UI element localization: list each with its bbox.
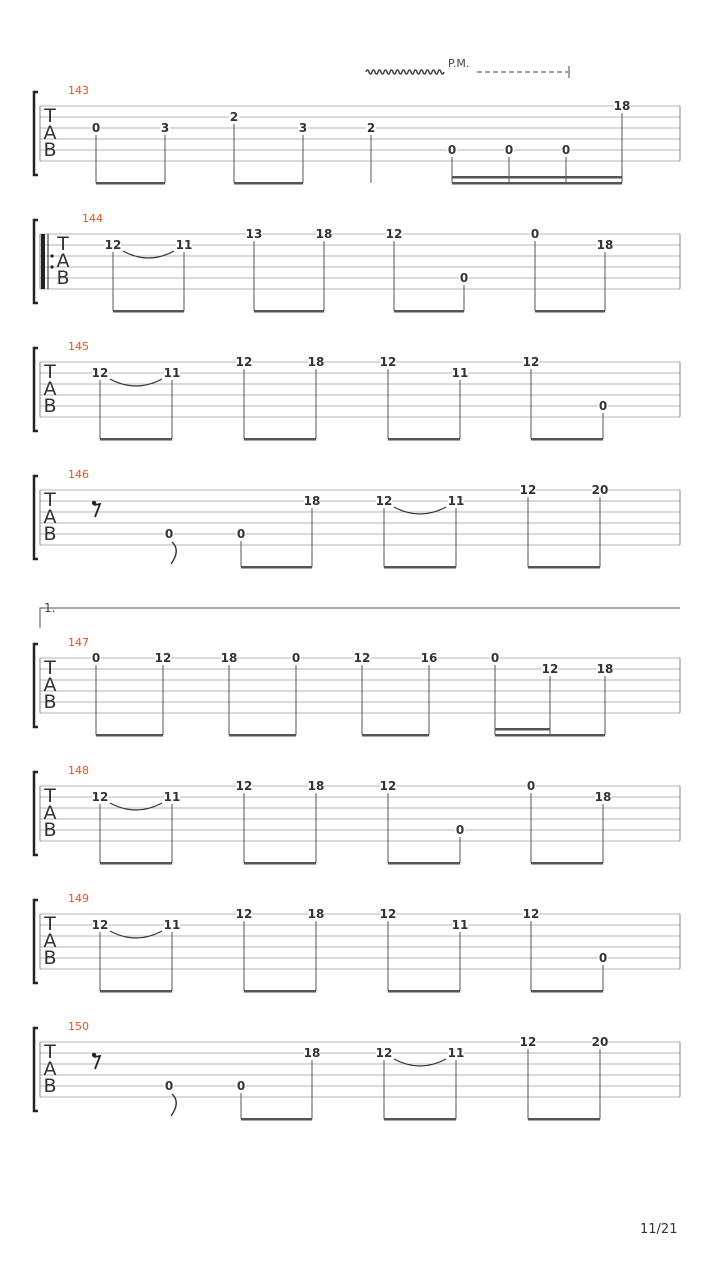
eighth-rest-icon	[94, 1056, 100, 1069]
fret-number: 12	[519, 1035, 537, 1049]
tab-clef-letter: A	[43, 122, 57, 144]
repeat-dot	[50, 265, 53, 268]
fret-number: 12	[379, 355, 397, 369]
note-beam	[452, 182, 622, 185]
fret-number: 12	[375, 1046, 393, 1060]
tab-clef-letter: T	[44, 489, 56, 511]
fret-number: 12	[379, 907, 397, 921]
fret-number: 12	[104, 238, 122, 252]
tab-clef-letter: T	[44, 657, 56, 679]
fret-number: 0	[459, 271, 469, 285]
fret-number: 11	[163, 918, 181, 932]
system-bracket	[34, 220, 38, 303]
tab-system	[34, 340, 680, 441]
note-beam	[531, 862, 603, 865]
system-bracket	[34, 476, 38, 559]
fret-number: 11	[451, 366, 469, 380]
fret-number: 0	[530, 227, 540, 241]
note-beam	[388, 862, 460, 865]
fret-number: 11	[451, 918, 469, 932]
fret-number: 12	[379, 779, 397, 793]
note-beam	[362, 734, 429, 737]
note-beam	[531, 990, 603, 993]
fret-number: 11	[163, 790, 181, 804]
tab-clef-letter: B	[43, 819, 57, 841]
note-beam	[96, 734, 163, 737]
eighth-rest-icon	[94, 504, 100, 517]
fret-number: 18	[596, 662, 614, 676]
palm-mute-marking	[366, 57, 569, 78]
fret-number: 18	[307, 907, 325, 921]
note-beam	[244, 438, 316, 441]
note-beam	[96, 182, 165, 185]
fret-number: 18	[303, 494, 321, 508]
fret-number: 20	[591, 483, 609, 497]
tab-clef-letter: T	[44, 105, 56, 127]
tab-system	[34, 212, 680, 313]
fret-number: 12	[235, 907, 253, 921]
note-beam	[234, 182, 303, 185]
fret-number: 0	[598, 951, 608, 965]
tab-clef-letter: T	[44, 1041, 56, 1063]
note-beam	[531, 438, 603, 441]
tab-clef-letter: A	[43, 378, 57, 400]
slur-arc	[110, 803, 162, 810]
note-beam	[388, 990, 460, 993]
tab-clef-letter: B	[43, 523, 57, 545]
note-beam	[384, 1118, 456, 1121]
measure-number: 147	[68, 636, 89, 649]
fret-number: 18	[315, 227, 333, 241]
measure-number: 148	[68, 764, 89, 777]
system-bracket	[34, 1028, 38, 1111]
volta-bracket	[40, 601, 680, 628]
fret-number: 0	[91, 651, 101, 665]
fret-number: 18	[220, 651, 238, 665]
tab-clef-letter: B	[43, 691, 57, 713]
vibrato-wave	[366, 70, 444, 74]
system-bracket	[34, 644, 38, 727]
fret-number: 11	[163, 366, 181, 380]
note-beam	[394, 310, 464, 313]
fret-number: 12	[235, 779, 253, 793]
note-beam	[100, 990, 172, 993]
fret-number: 0	[447, 143, 457, 157]
fret-number: 20	[591, 1035, 609, 1049]
fret-number: 16	[420, 651, 438, 665]
note-beam	[100, 862, 172, 865]
fret-number: 0	[291, 651, 301, 665]
system-bracket	[34, 900, 38, 983]
note-beam	[241, 566, 312, 569]
tab-clef-letter: B	[43, 139, 57, 161]
tab-clef-letter: A	[56, 250, 70, 272]
fret-number: 12	[235, 355, 253, 369]
note-beam	[113, 310, 184, 313]
note-beam	[244, 990, 316, 993]
note-beam	[528, 566, 600, 569]
fret-number: 0	[504, 143, 514, 157]
measure-number: 150	[68, 1020, 89, 1033]
fret-number: 0	[236, 527, 246, 541]
note-beam	[229, 734, 296, 737]
note-beam	[528, 1118, 600, 1121]
note-beam-secondary	[452, 176, 622, 179]
repeat-thick-bar	[41, 234, 45, 289]
fret-number: 0	[598, 399, 608, 413]
fret-number: 2	[229, 110, 239, 124]
tab-clef-letter: T	[44, 785, 56, 807]
tab-system	[34, 1020, 680, 1121]
tab-system	[34, 636, 680, 737]
fret-number: 12	[91, 366, 109, 380]
slur-arc	[123, 251, 174, 258]
measure-number: 144	[82, 212, 103, 225]
fret-number: 12	[353, 651, 371, 665]
fret-number: 0	[490, 651, 500, 665]
tab-clef-letter: A	[43, 930, 57, 952]
fret-number: 12	[91, 790, 109, 804]
fret-number: 0	[91, 121, 101, 135]
note-beam	[535, 310, 605, 313]
note-beam	[384, 566, 456, 569]
fret-number: 18	[307, 355, 325, 369]
tab-clef-letter: B	[43, 1075, 57, 1097]
fret-number: 12	[519, 483, 537, 497]
system-bracket	[34, 92, 38, 175]
tab-clef-letter: A	[43, 802, 57, 824]
volta-line	[40, 608, 680, 628]
tab-clef-letter: T	[44, 361, 56, 383]
palm-mute-label: P.M.	[448, 57, 470, 70]
fret-number: 12	[385, 227, 403, 241]
note-beam	[244, 862, 316, 865]
fret-number: 12	[522, 355, 540, 369]
fret-number: 0	[526, 779, 536, 793]
tab-clef-letter: B	[43, 395, 57, 417]
fret-number: 12	[154, 651, 172, 665]
fret-number: 11	[447, 494, 465, 508]
note-beam	[495, 728, 550, 731]
fret-number: 18	[307, 779, 325, 793]
slur-arc	[110, 379, 162, 386]
tab-system	[34, 84, 680, 185]
tab-system	[34, 764, 680, 865]
note-beam	[388, 438, 460, 441]
slur-arc	[394, 1059, 446, 1066]
fret-number: 18	[596, 238, 614, 252]
fret-number: 0	[164, 527, 174, 541]
fret-number: 13	[245, 227, 263, 241]
slur-arc	[394, 507, 446, 514]
volta-label: 1.	[44, 601, 56, 615]
fret-number: 2	[366, 121, 376, 135]
fret-number: 12	[91, 918, 109, 932]
fret-number: 12	[375, 494, 393, 508]
note-beam	[495, 734, 605, 737]
measure-number: 149	[68, 892, 89, 905]
fret-number: 0	[561, 143, 571, 157]
page-number: 11/21	[640, 1222, 678, 1237]
fret-number: 12	[541, 662, 559, 676]
note-beam	[241, 1118, 312, 1121]
measure-number: 146	[68, 468, 89, 481]
tab-system	[34, 468, 680, 569]
note-beam	[254, 310, 324, 313]
fret-number: 3	[160, 121, 170, 135]
tab-clef-letter: B	[56, 267, 70, 289]
system-bracket	[34, 348, 38, 431]
tab-system	[34, 892, 680, 993]
fret-number: 11	[447, 1046, 465, 1060]
tab-clef-letter: A	[43, 674, 57, 696]
fret-number: 18	[613, 99, 631, 113]
note-beam	[100, 438, 172, 441]
fret-number: 0	[164, 1079, 174, 1093]
fret-number: 11	[175, 238, 193, 252]
fret-number: 18	[594, 790, 612, 804]
repeat-dot	[50, 254, 53, 257]
tab-clef-letter: A	[43, 506, 57, 528]
tab-clef-letter: A	[43, 1058, 57, 1080]
system-bracket	[34, 772, 38, 855]
measure-number: 145	[68, 340, 89, 353]
fret-number: 18	[303, 1046, 321, 1060]
tab-clef-letter: T	[44, 913, 56, 935]
fret-number: 3	[298, 121, 308, 135]
tab-clef-letter: T	[57, 233, 69, 255]
fret-number: 12	[522, 907, 540, 921]
measure-number: 143	[68, 84, 89, 97]
slur-arc	[110, 931, 162, 938]
tab-clef-letter: B	[43, 947, 57, 969]
fret-number: 0	[455, 823, 465, 837]
fret-number: 0	[236, 1079, 246, 1093]
